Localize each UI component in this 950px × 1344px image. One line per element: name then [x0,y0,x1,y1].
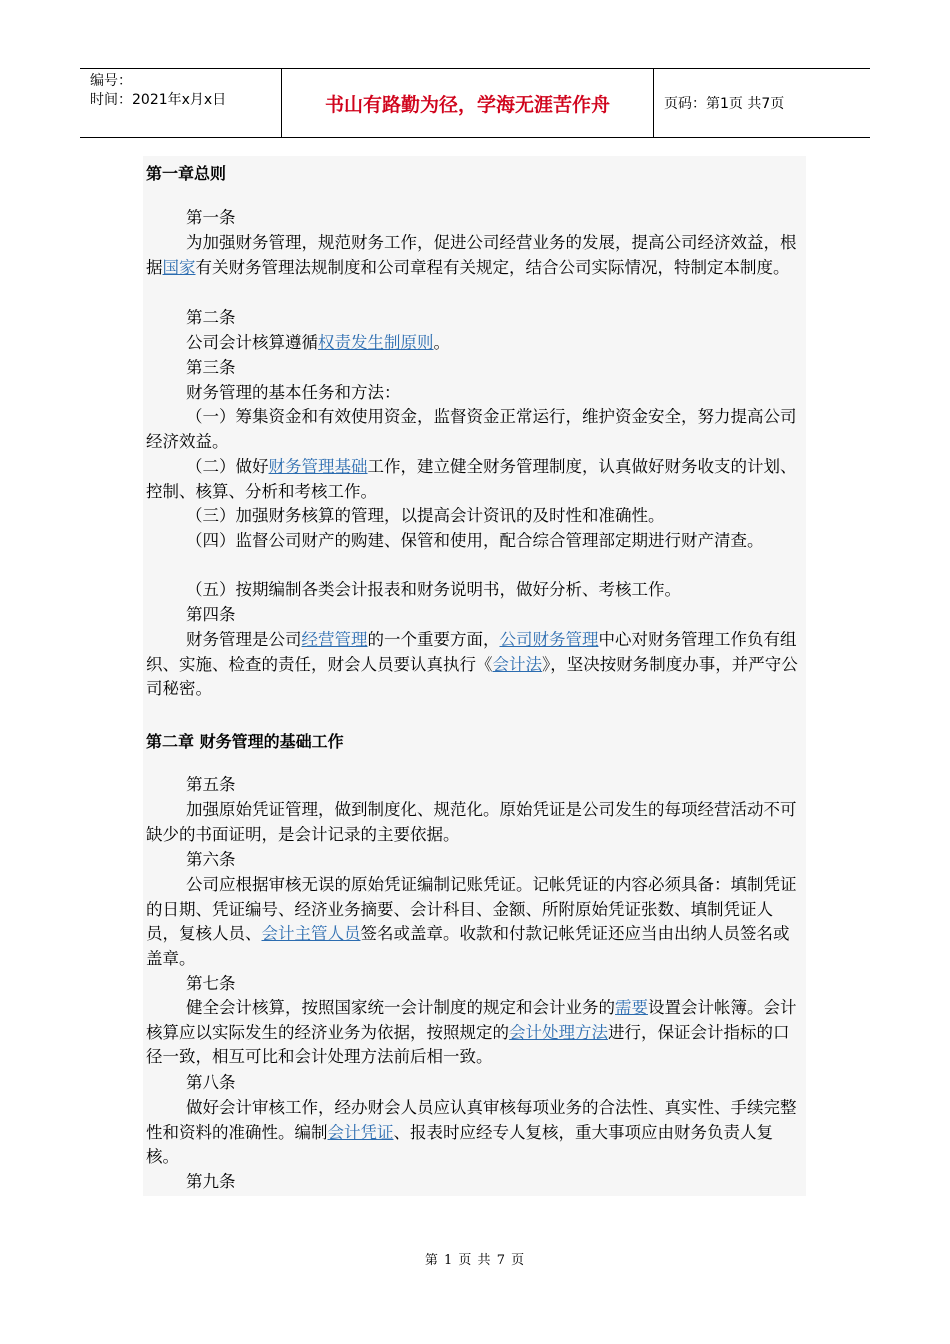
article-5-text: 加强原始凭证管理，做到制度化、规范化。原始凭证是公司发生的每项经营活动不可缺少的书面证明，是会计记录的主要依据。 [146,800,797,844]
motto: 书山有路勤为径，学海无涯苦作舟 [282,69,654,137]
article-1-text: 为加强财务管理，规范财务工作，促进公司经营业务的发展，提高公司经济效益，根据国家有关财务管理法规制度和公司章程有关规定，结合公司实际情况，特制定本制度。 [146,233,797,277]
article-6-title: 第六条 [186,850,236,869]
document-body [143,156,806,1196]
link-company-finance[interactable]: 公司财务管理 [499,630,599,649]
article-5-title: 第五条 [186,775,236,794]
article-3-item-4: （四）监督公司财产的购建、保管和使用，配合综合管理部定期进行财产清查。 [186,531,764,550]
link-finance-basics[interactable]: 财务管理基础 [268,457,368,476]
article-3-item-2: （二）做好财务管理基础工作，建立健全财务管理制度，认真做好财务收支的计划、控制、核算、分析和考核工作。 [146,457,797,501]
page-footer: 第 1 页 共 7 页 [424,1253,526,1268]
article-3-title: 第三条 [186,358,236,377]
chapter-2-title: 第二章 财务管理的基础工作 [146,732,344,751]
article-1-title: 第一条 [186,208,236,227]
article-3-item-5: （五）按期编制各类会计报表和财务说明书，做好分析、考核工作。 [186,580,681,599]
chapter-1-title: 第一章总则 [146,164,227,183]
page-label: 页码：第1页 共7页 [664,96,785,112]
article-7-title: 第七条 [186,974,236,993]
link-accounting-supervisor[interactable]: 会计主管人员 [261,924,361,944]
number-label: 编号： [90,73,132,89]
article-3-intro: 财务管理的基本任务和方法： [186,383,401,402]
article-7-text: 健全会计核算，按照国家统一会计制度的规定和会计业务的需要设置会计帐簿。会计核算应以实际发生的经济业务为依据，按照规定的会计处理方法进行，保证会计指标的口径一致，相互可比和会计处理方法前后相一致。 [146,998,797,1067]
article-6-text: 公司应根据审核无误的原始凭证编制记账凭证。记帐凭证的内容必须具备：填制凭证的日期、凭证编号、经济业务摘要、会计科目、金额、所附原始凭证张数、填制凭证人员，复核人员、会计主管人员签名或盖章。收款和付款记帐凭证还应当由出纳人员签名或盖章。 [146,875,797,968]
link-accounting-method[interactable]: 会计处理方法 [509,1022,608,1042]
header-table [80,68,870,138]
article-9-title: 第九条 [186,1172,236,1191]
header-meta [80,69,282,137]
article-8-text: 做好会计审核工作，经办财会人员应认真审核每项业务的合法性、真实性、手续完整性和资料的准确性。编制会计凭证、报表时应经专人复核，重大事项应由财务负责人复核。 [146,1098,797,1167]
link-business-management[interactable]: 经营管理 [301,630,368,649]
link-accounting-voucher[interactable]: 会计凭证 [327,1122,394,1142]
link-guojia[interactable]: 国家 [162,257,196,277]
time-label: 时间：2021年x月x日 [90,92,227,108]
article-3-item-3: （三）加强财务核算的管理，以提高会计资讯的及时性和准确性。 [186,506,665,525]
link-needs[interactable]: 需要 [615,998,648,1017]
article-4-title: 第四条 [186,605,236,624]
link-accrual-principle[interactable]: 权责发生制原则 [318,333,434,352]
article-3-item-1: （一）筹集资金和有效使用资金，监督资金正常运行，维护资金安全，努力提高公司经济效益。 [146,407,797,451]
link-accounting-law[interactable]: 会计法 [492,654,542,674]
article-2-text: 公司会计核算遵循权责发生制原则。 [186,333,450,352]
article-4-text: 财务管理是公司经营管理的一个重要方面，公司财务管理中心对财务管理工作负有组织、实施、检查的责任，财会人员要认真执行《会计法》，坚决按财务制度办事，并严守公司秘密。 [146,630,798,699]
article-8-title: 第八条 [186,1073,236,1092]
article-2-title: 第二条 [186,308,236,327]
